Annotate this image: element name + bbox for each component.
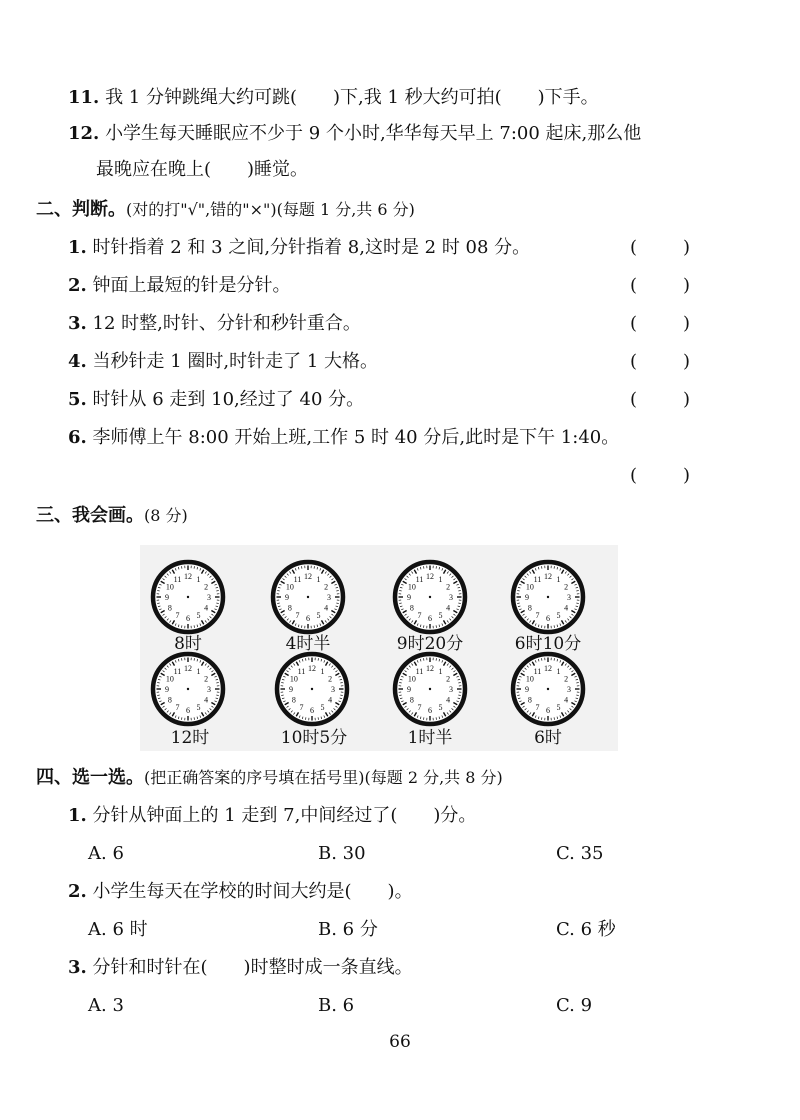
judge-item-6 [68,426,619,450]
question-text: 分针和时针在( )时整时成一条直线。 [92,957,413,978]
clock-number: 1 [556,574,561,584]
clock-number: 12 [184,664,192,673]
clock-number: 11 [293,574,302,584]
question-text: 我 1 分钟跳绳大约可跳( )下,我 1 秒大约可拍( )下手。 [105,87,599,108]
clock-number: 7 [417,703,422,713]
clock-number: 11 [415,574,424,584]
clock-number: 6 [186,706,190,715]
clock-number: 3 [449,593,453,602]
question-text: 时针指着 2 和 3 之间,分针指着 8,这时是 2 时 08 分。 [92,237,531,258]
answer-paren[interactable]: ( ) [630,351,690,372]
clock-number: 8 [409,603,414,613]
question-text: 分针从钟面上的 1 走到 7,中间经过了( )分。 [92,805,477,826]
clock-number: 2 [324,582,329,592]
judge-item-3 [68,312,361,336]
question-text: 小学生每天睡眠应不少于 9 个小时,华华每天早上 7:00 起床,那么他 [105,123,642,144]
question-number: 6. [68,427,87,448]
section-note: (8 分) [144,506,188,525]
clock-number: 5 [320,703,325,713]
answer-paren[interactable]: ( ) [630,237,690,258]
section-2-heading [36,198,415,222]
question-number: 4. [68,351,87,372]
clock-number: 6 [306,614,310,623]
section-3-heading [36,504,188,528]
clock-number: 4 [204,695,209,705]
blank-clock-face[interactable] [392,559,468,635]
blank-clock-face[interactable] [150,651,226,727]
clock-number: 9 [525,685,529,694]
question-number: 11. [68,87,100,108]
clock-number: 3 [207,685,211,694]
clock-number: 3 [567,685,571,694]
clock-number: 4 [446,695,451,705]
clock-number: 2 [204,674,209,684]
judge-item-1 [68,236,530,260]
clock-number: 7 [299,703,304,713]
clock-number: 5 [438,703,443,713]
option-a[interactable]: A. 6 时 [88,919,148,940]
question-number: 2. [68,275,87,296]
clock-label: 1时半 [407,728,453,748]
answer-paren[interactable]: ( ) [630,275,690,296]
clock-number: 4 [204,603,209,613]
clock-number: 8 [409,695,414,705]
clock-label: 6时10分 [514,634,582,654]
blank-clock-face[interactable] [270,559,346,635]
clock-number: 10 [407,674,416,684]
question-number: 12. [68,123,100,144]
clock-center [547,596,549,598]
clock-label: 10时5分 [280,728,348,748]
clock-number: 9 [525,593,529,602]
clock-number: 10 [165,582,174,592]
clock-number: 5 [556,611,561,621]
question-text: 当秒针走 1 圈时,时针走了 1 大格。 [92,351,379,372]
section-note: (把正确答案的序号填在括号里)(每题 2 分,共 8 分) [144,768,503,787]
clock-center [429,688,431,690]
question-11 [68,86,599,110]
section-title: 三、我会画。 [36,505,144,526]
option-b[interactable]: B. 30 [318,843,366,864]
clock-number: 2 [564,674,569,684]
question-number: 3. [68,313,87,334]
clock-number: 10 [165,674,174,684]
clock-number: 10 [525,582,534,592]
choice-question-3 [68,956,413,980]
question-12 [68,122,641,146]
clock-number: 3 [207,593,211,602]
clock-label: 4时半 [285,634,331,654]
clock-number: 8 [291,695,296,705]
clock-number: 11 [173,666,182,676]
clock-center [547,688,549,690]
option-c[interactable]: C. 9 [556,995,593,1016]
clock-number: 3 [449,685,453,694]
clock-number: 4 [564,603,569,613]
clock-number: 8 [287,603,292,613]
question-12-continuation: 最晚应在晚上( )睡觉。 [96,159,309,180]
clock-number: 6 [428,706,432,715]
clock-label: 6时 [534,728,562,748]
clock-center [429,596,431,598]
clock-label: 12时 [170,728,210,748]
clock-number: 12 [304,572,312,581]
clock-center [187,688,189,690]
judge-item-5 [68,388,364,412]
clock-number: 4 [324,603,329,613]
clock-number: 4 [328,695,333,705]
clock-number: 12 [426,664,434,673]
clock-number: 2 [204,582,209,592]
clock-number: 9 [165,593,169,602]
clock-number: 1 [556,666,561,676]
section-4-heading [36,766,503,790]
clock-number: 11 [533,666,542,676]
question-text: 李师傅上午 8:00 开始上班,工作 5 时 40 分后,此时是下午 1:40。 [92,427,620,448]
clock-number: 9 [289,685,293,694]
clock-number: 11 [173,574,182,584]
clock-number: 2 [564,582,569,592]
option-b[interactable]: B. 6 [318,995,355,1016]
question-text: 钟面上最短的针是分针。 [92,275,291,296]
clock-number: 10 [289,674,298,684]
clock-number: 11 [415,666,424,676]
clock-number: 4 [446,603,451,613]
option-a[interactable]: A. 3 [88,995,124,1016]
clock-number: 6 [428,614,432,623]
question-number: 1. [68,237,87,258]
clock-number: 12 [184,572,192,581]
judge-item-4 [68,350,378,374]
clock-center [187,596,189,598]
option-c[interactable]: C. 35 [556,843,604,864]
clock-number: 3 [331,685,335,694]
clock-number: 12 [544,572,552,581]
clock-number: 7 [175,703,180,713]
clock-number: 1 [320,666,325,676]
clock-number: 5 [438,611,443,621]
clock-number: 6 [310,706,314,715]
answer-paren[interactable]: ( ) [630,389,690,410]
clock-number: 9 [285,593,289,602]
clock-number: 2 [446,582,451,592]
clock-number: 12 [544,664,552,673]
clock-number: 7 [175,611,180,621]
clock-number: 9 [407,685,411,694]
section-note: (对的打"√",错的"×")(每题 1 分,共 6 分) [126,200,415,219]
clock-number: 8 [167,603,172,613]
clock-number: 10 [285,582,294,592]
question-number: 2. [68,881,87,902]
question-text: 时针从 6 走到 10,经过了 40 分。 [92,389,365,410]
blank-clock-face[interactable] [274,651,350,727]
clock-number: 7 [535,611,540,621]
section-title: 二、判断。 [36,199,126,220]
blank-clock-face[interactable] [392,651,468,727]
blank-clock-face[interactable] [150,559,226,635]
page-number: 66 [389,1032,411,1052]
clock-label: 8时 [174,634,202,654]
clock-number: 8 [167,695,172,705]
clock-number: 1 [316,574,321,584]
question-number: 1. [68,805,87,826]
clock-number: 3 [327,593,331,602]
answer-paren[interactable]: ( ) [630,465,690,486]
blank-clock-face[interactable] [510,651,586,727]
clock-number: 1 [196,666,201,676]
clock-number: 1 [196,574,201,584]
clock-number: 11 [297,666,306,676]
option-a[interactable]: A. 6 [88,843,124,864]
question-text: 小学生每天在学校的时间大约是( )。 [92,881,413,902]
choice-question-2 [68,880,413,904]
judge-item-2 [68,274,291,298]
clock-number: 6 [186,614,190,623]
clock-number: 3 [567,593,571,602]
clock-number: 6 [546,706,550,715]
question-number: 5. [68,389,87,410]
clock-number: 5 [196,703,201,713]
clock-center [311,688,313,690]
clock-number: 4 [564,695,569,705]
clock-number: 5 [556,703,561,713]
clock-number: 1 [438,574,443,584]
clock-number: 1 [438,666,443,676]
question-number: 3. [68,957,87,978]
option-c[interactable]: C. 6 秒 [556,919,616,940]
clock-center [307,596,309,598]
clock-number: 10 [525,674,534,684]
clock-number: 9 [165,685,169,694]
clock-number: 12 [426,572,434,581]
clock-number: 9 [407,593,411,602]
clock-number: 7 [295,611,300,621]
clock-number: 2 [446,674,451,684]
choice-question-1 [68,804,476,828]
clock-number: 7 [535,703,540,713]
clock-label: 9时20分 [396,634,464,654]
section-title: 四、选一选。 [36,767,144,788]
clock-number: 5 [196,611,201,621]
clock-number: 2 [328,674,333,684]
clock-number: 12 [308,664,316,673]
question-text: 12 时整,时针、分针和秒针重合。 [92,313,361,334]
clock-number: 7 [417,611,422,621]
clock-number: 8 [527,603,532,613]
blank-clock-face[interactable] [510,559,586,635]
option-b[interactable]: B. 6 分 [318,919,378,940]
clock-number: 10 [407,582,416,592]
clock-number: 11 [533,574,542,584]
clock-number: 6 [546,614,550,623]
answer-paren[interactable]: ( ) [630,313,690,334]
clock-panel [140,545,618,751]
clock-number: 8 [527,695,532,705]
clock-number: 5 [316,611,321,621]
